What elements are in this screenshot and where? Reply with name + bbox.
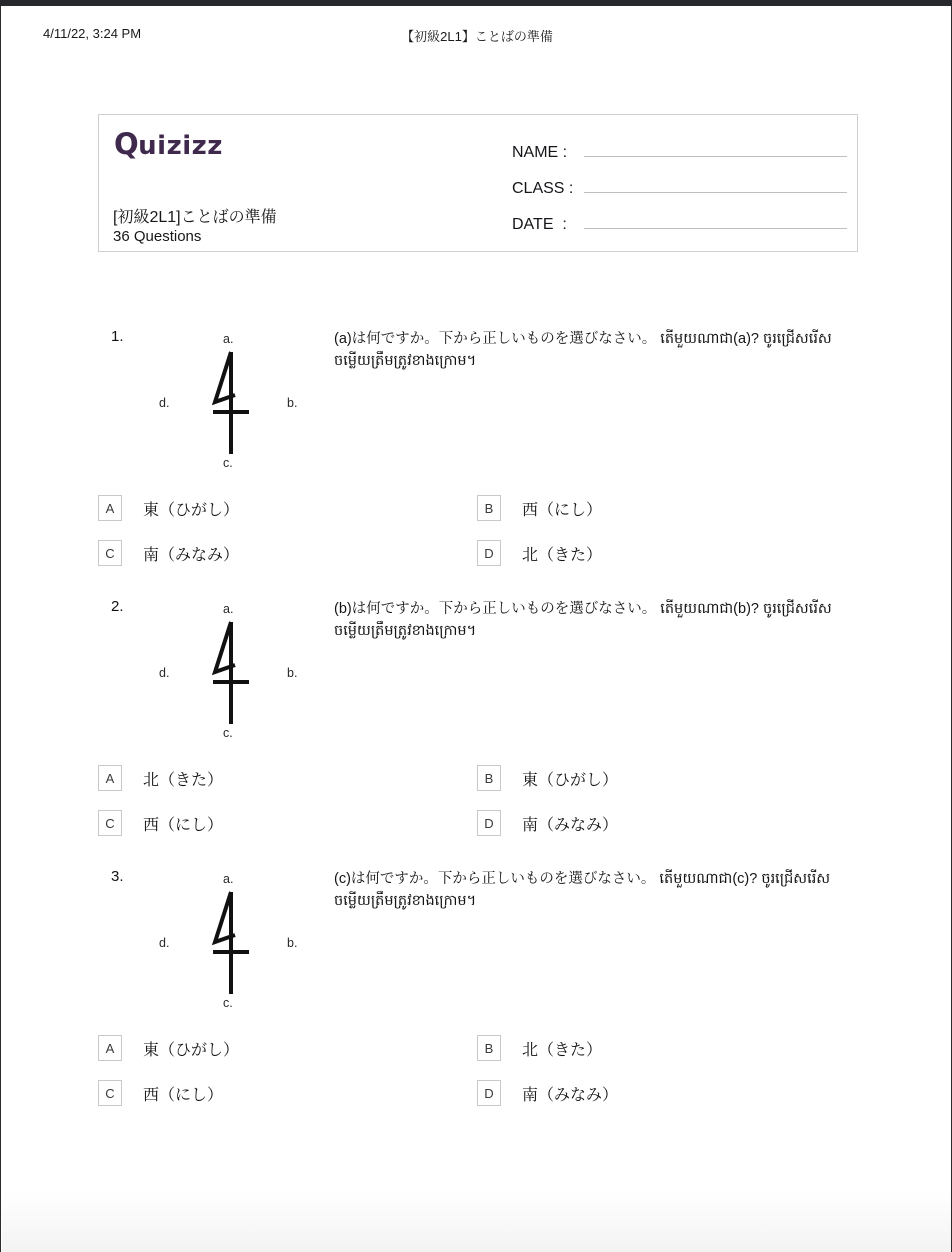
compass-label-a: a. xyxy=(223,332,234,346)
option-c[interactable] xyxy=(98,809,223,837)
print-date: 4/11/22, 3:24 PM xyxy=(43,26,142,41)
option-b[interactable] xyxy=(477,494,602,522)
compass-rose-figure xyxy=(141,328,321,476)
option-letter: A xyxy=(98,765,122,791)
question-number: 1. xyxy=(111,328,124,345)
compass-label-b: b. xyxy=(287,936,298,950)
date-field-input[interactable] xyxy=(584,210,847,229)
option-letter: D xyxy=(477,540,501,566)
option-text: 東（ひがし） xyxy=(143,501,240,519)
option-d[interactable] xyxy=(477,809,618,837)
option-c[interactable] xyxy=(98,1079,223,1107)
option-letter: A xyxy=(98,1035,122,1061)
compass-label-d: d. xyxy=(159,396,170,410)
option-text: 南（みなみ） xyxy=(522,816,619,834)
page-bottom-shadow xyxy=(2,1192,952,1252)
option-c[interactable] xyxy=(98,539,239,567)
quizizz-logo xyxy=(114,127,223,161)
option-text: 西（にし） xyxy=(143,816,224,834)
student-meta-fields xyxy=(512,138,847,246)
compass-rose-figure xyxy=(141,598,321,746)
option-letter: D xyxy=(477,1080,501,1106)
date-field-label: DATE : xyxy=(512,216,567,233)
class-field-input[interactable] xyxy=(584,174,847,193)
option-letter: C xyxy=(98,540,122,566)
logo-letter-q: Q xyxy=(114,127,139,161)
compass-label-b: b. xyxy=(287,666,298,680)
option-d[interactable] xyxy=(477,539,602,567)
north-arrow-icon xyxy=(201,886,261,998)
option-b[interactable] xyxy=(477,764,618,792)
north-arrow-icon xyxy=(201,346,261,458)
compass-label-d: d. xyxy=(159,936,170,950)
logo-text: uizizz xyxy=(138,131,223,161)
name-field-input[interactable] xyxy=(584,138,847,157)
option-letter: D xyxy=(477,810,501,836)
option-letter: C xyxy=(98,810,122,836)
question-text: (c)は何ですか。下から正しいものを選びなさい。 តើមួយណាជា(c)? ចូរជ្រើសរើសចម្លើយត្រឹមត្រូវខាងក្រោម។ xyxy=(334,871,831,910)
option-letter: B xyxy=(477,1035,501,1061)
option-text: 南（みなみ） xyxy=(522,1086,619,1104)
option-a[interactable] xyxy=(98,764,223,792)
compass-label-c: c. xyxy=(223,456,233,470)
print-page-title: 【初級2L1】ことばの準備 xyxy=(401,29,553,44)
quiz-info-box xyxy=(98,114,858,252)
option-a[interactable] xyxy=(98,1034,239,1062)
compass-label-b: b. xyxy=(287,396,298,410)
printed-page-sheet xyxy=(0,6,952,1252)
option-text: 東（ひがし） xyxy=(143,1041,240,1059)
option-text: 西（にし） xyxy=(522,501,603,519)
date-field-row xyxy=(512,210,847,246)
option-letter: B xyxy=(477,765,501,791)
option-d[interactable] xyxy=(477,1079,618,1107)
quiz-title: [初級2L1]ことばの準備 xyxy=(113,209,277,226)
quiz-question-count: 36 Questions xyxy=(113,228,202,245)
option-text: 西（にし） xyxy=(143,1086,224,1104)
option-text: 東（ひがし） xyxy=(522,771,619,789)
compass-rose-figure xyxy=(141,868,321,1016)
option-b[interactable] xyxy=(477,1034,602,1062)
class-field-row xyxy=(512,174,847,210)
north-arrow-icon xyxy=(201,616,261,728)
compass-label-d: d. xyxy=(159,666,170,680)
option-letter: C xyxy=(98,1080,122,1106)
option-letter: A xyxy=(98,495,122,521)
question-number: 2. xyxy=(111,598,124,615)
print-header xyxy=(1,26,952,46)
option-a[interactable] xyxy=(98,494,239,522)
option-text: 南（みなみ） xyxy=(143,546,240,564)
question-text: (a)は何ですか。下から正しいものを選びなさい。 តើមួយណាជា(a)? ចូរជ្រើសរើសចម្លើយត្រឹមត្រូវខាងក្រោម។ xyxy=(334,331,832,370)
compass-label-a: a. xyxy=(223,602,234,616)
compass-label-c: c. xyxy=(223,996,233,1010)
name-field-label: NAME : xyxy=(512,144,568,161)
question-text: (b)は何ですか。下から正しいものを選びなさい。 តើមួយណាជា(b)? ចូរជ្រើសរើសចម្លើយត្រឹមត្រូវខាងក្រោម។ xyxy=(334,601,832,640)
class-field-label: CLASS : xyxy=(512,180,574,197)
option-letter: B xyxy=(477,495,501,521)
compass-label-c: c. xyxy=(223,726,233,740)
option-text: 北（きた） xyxy=(143,771,224,789)
compass-label-a: a. xyxy=(223,872,234,886)
question-number: 3. xyxy=(111,868,124,885)
name-field-row xyxy=(512,138,847,174)
option-text: 北（きた） xyxy=(522,546,603,564)
option-text: 北（きた） xyxy=(522,1041,603,1059)
